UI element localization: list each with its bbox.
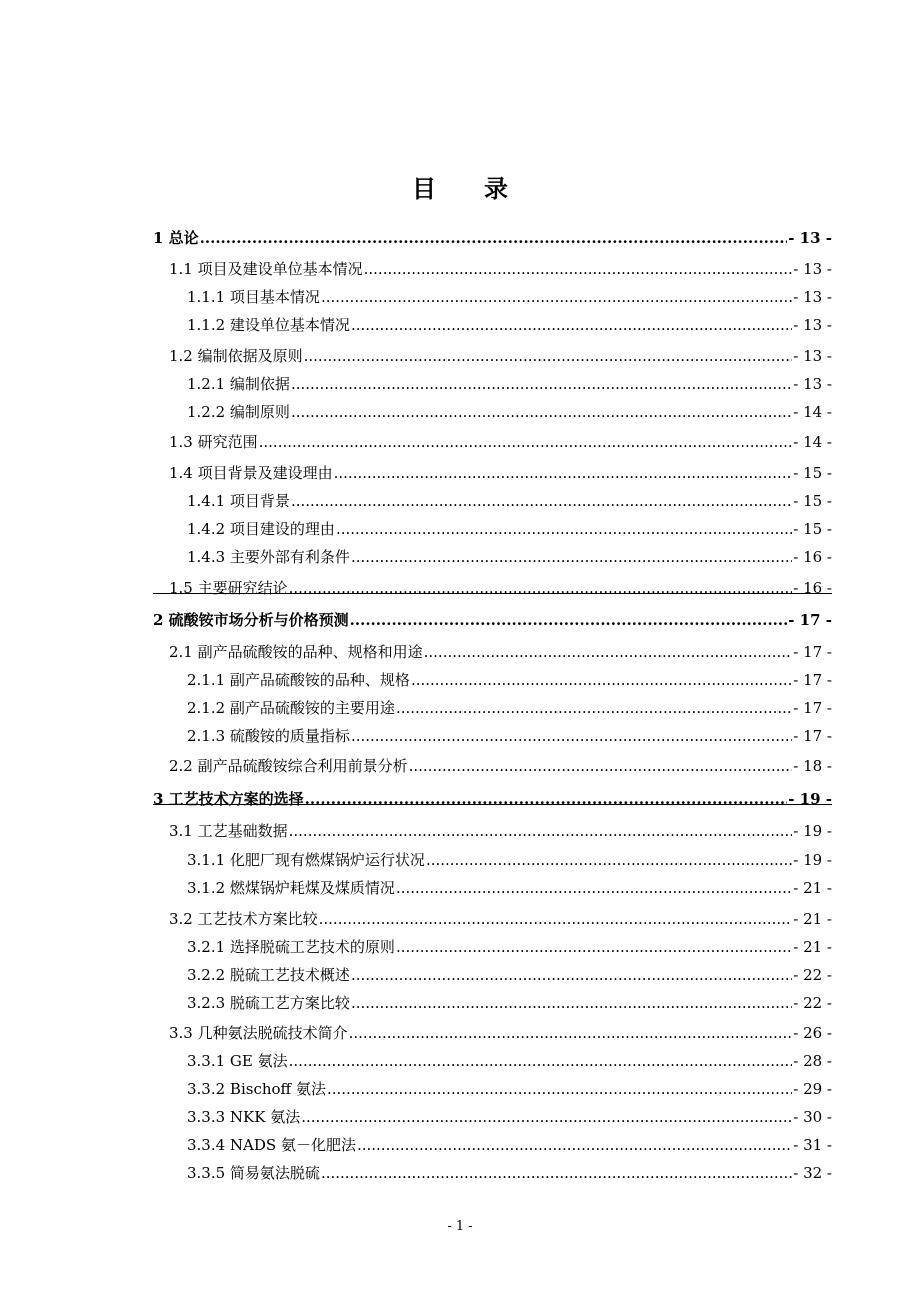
- toc-entry-page: - 19 -: [793, 822, 832, 840]
- toc-dot-leader: [424, 642, 793, 662]
- toc-entry[interactable]: [187, 491, 832, 511]
- toc-entry-label: 3.2.1 选择脱硫工艺技术的原则: [187, 938, 395, 956]
- toc-entry-label: 3.3.1 GE 氨法: [187, 1052, 288, 1070]
- toc-entry-page: - 13 -: [793, 375, 832, 393]
- toc-entry-label: 1.4.2 项目建设的理由: [187, 520, 335, 538]
- toc-entry[interactable]: [169, 432, 832, 452]
- toc-entry-page: - 13 -: [793, 260, 832, 278]
- toc-entry[interactable]: [187, 1135, 832, 1155]
- toc-dot-leader: [291, 491, 792, 511]
- toc-entry-label: 3.3 几种氨法脱硫技术简介: [169, 1024, 348, 1042]
- toc-entry-label: 1.2.2 编制原则: [187, 403, 290, 421]
- toc-entry[interactable]: [187, 670, 832, 690]
- toc-entry[interactable]: [187, 1107, 832, 1127]
- toc-entry-page: - 22 -: [793, 966, 832, 984]
- toc-dot-leader: [336, 519, 792, 539]
- toc-entry[interactable]: [153, 789, 832, 809]
- toc-entry[interactable]: [187, 1051, 832, 1071]
- toc-dot-leader: [396, 937, 792, 957]
- toc-entry-page: - 19 -: [788, 790, 832, 808]
- toc-entry-label: 2.1.1 副产品硫酸铵的品种、规格: [187, 671, 410, 689]
- toc-entry[interactable]: [187, 850, 832, 870]
- toc-dot-leader: [305, 789, 788, 809]
- toc-entry[interactable]: [169, 642, 832, 662]
- toc-entry-page: - 15 -: [793, 520, 832, 538]
- toc-entry-page: - 17 -: [793, 671, 832, 689]
- toc-dot-leader: [411, 670, 792, 690]
- toc-title: [0, 171, 920, 207]
- toc-entry-page: - 32 -: [793, 1164, 832, 1182]
- toc-entry-page: - 13 -: [793, 347, 832, 365]
- toc-title-char-1: 目: [412, 175, 436, 203]
- toc-entry-page: - 16 -: [793, 579, 832, 597]
- toc-entry[interactable]: [169, 463, 832, 483]
- toc-dot-leader: [301, 1107, 792, 1127]
- toc-entry-page: - 17 -: [793, 727, 832, 745]
- toc-dot-leader: [349, 1023, 793, 1043]
- toc-entry-label: 2.1.2 副产品硫酸铵的主要用途: [187, 699, 395, 717]
- toc-dot-leader: [304, 346, 793, 366]
- toc-entry-page: - 17 -: [793, 699, 832, 717]
- toc-entry[interactable]: [169, 909, 832, 929]
- toc-entry[interactable]: [187, 1079, 832, 1099]
- toc-entry[interactable]: [187, 698, 832, 718]
- toc-entry-label: 3.1 工艺基础数据: [169, 822, 288, 840]
- toc-dot-leader: [409, 756, 793, 776]
- toc-entry-page: - 21 -: [793, 938, 832, 956]
- toc-entry-label: 3.3.3 NKK 氨法: [187, 1108, 301, 1126]
- toc-dot-leader: [289, 578, 793, 598]
- toc-entry[interactable]: [169, 821, 832, 841]
- toc-dot-leader: [289, 1051, 793, 1071]
- toc-entry[interactable]: [169, 756, 832, 776]
- toc-entry-label: 3.2.3 脱硫工艺方案比较: [187, 994, 350, 1012]
- toc-entry[interactable]: [169, 259, 832, 279]
- toc-entry[interactable]: [153, 228, 832, 248]
- toc-entry[interactable]: [187, 547, 832, 567]
- toc-entry-page: - 21 -: [793, 910, 832, 928]
- toc-entry-label: 3.3.5 简易氨法脱硫: [187, 1164, 320, 1182]
- toc-entry-label: 2.2 副产品硫酸铵综合利用前景分析: [169, 757, 408, 775]
- toc-dot-leader: [334, 463, 793, 483]
- toc-dot-leader: [289, 821, 793, 841]
- toc-entry-label: 3.1.2 燃煤锅炉耗煤及煤质情况: [187, 879, 395, 897]
- toc-entry-page: - 30 -: [793, 1108, 832, 1126]
- section-divider: [153, 804, 832, 805]
- toc-dot-leader: [351, 315, 792, 335]
- toc-entry-label: 1.3 研究范围: [169, 433, 258, 451]
- toc-entry[interactable]: [187, 287, 832, 307]
- toc-entry-label: 1.4.1 项目背景: [187, 492, 290, 510]
- toc-entry-label: 3.2 工艺技术方案比较: [169, 910, 318, 928]
- toc-dot-leader: [259, 432, 793, 452]
- toc-dot-leader: [351, 726, 792, 746]
- toc-entry[interactable]: [187, 402, 832, 422]
- toc-dot-leader: [291, 402, 792, 422]
- toc-entry-label: 1.4.3 主要外部有利条件: [187, 548, 350, 566]
- toc-entry-label: 3.2.2 脱硫工艺技术概述: [187, 966, 350, 984]
- toc-entry[interactable]: [187, 726, 832, 746]
- toc-dot-leader: [291, 374, 792, 394]
- toc-entry[interactable]: [187, 1163, 832, 1183]
- toc-entry-label: 1.1.2 建设单位基本情况: [187, 316, 350, 334]
- page-number: - 1 -: [447, 1219, 473, 1234]
- toc-entry[interactable]: [169, 578, 832, 598]
- toc-dot-leader: [327, 1079, 792, 1099]
- toc-dot-leader: [351, 993, 792, 1013]
- toc-entry-page: - 17 -: [793, 643, 832, 661]
- toc-entry-label: 3 工艺技术方案的选择: [153, 790, 304, 808]
- toc-entry-page: - 28 -: [793, 1052, 832, 1070]
- toc-entry[interactable]: [187, 937, 832, 957]
- toc-entry-page: - 15 -: [793, 464, 832, 482]
- toc-dot-leader: [351, 965, 792, 985]
- toc-dot-leader: [357, 1135, 792, 1155]
- toc-entry-page: - 18 -: [793, 757, 832, 775]
- toc-entry-page: - 19 -: [793, 851, 832, 869]
- toc-entry-label: 1.4 项目背景及建设理由: [169, 464, 333, 482]
- toc-title-char-2: 录: [484, 175, 508, 203]
- toc-dot-leader: [200, 228, 788, 248]
- toc-dot-leader: [321, 287, 792, 307]
- toc-entry-label: 1.2.1 编制依据: [187, 375, 290, 393]
- toc-entry-page: - 13 -: [793, 288, 832, 306]
- toc-entry-page: - 29 -: [793, 1080, 832, 1098]
- toc-dot-leader: [364, 259, 793, 279]
- toc-entry-label: 2 硫酸铵市场分析与价格预测: [153, 611, 349, 629]
- toc-entry[interactable]: [169, 1023, 832, 1043]
- toc-dot-leader: [426, 850, 792, 870]
- toc-entry-label: 2.1.3 硫酸铵的质量指标: [187, 727, 350, 745]
- toc-entry-label: 1.1.1 项目基本情况: [187, 288, 320, 306]
- toc-entry-page: - 13 -: [793, 316, 832, 334]
- toc-entry-page: - 14 -: [793, 433, 832, 451]
- toc-entry-label: 1.2 编制依据及原则: [169, 347, 303, 365]
- toc-entry-label: 1.5 主要研究结论: [169, 579, 288, 597]
- toc-dot-leader: [351, 547, 792, 567]
- toc-entry[interactable]: [187, 519, 832, 539]
- toc-entry-page: - 13 -: [788, 229, 832, 247]
- toc-entry[interactable]: [187, 878, 832, 898]
- toc-entry[interactable]: [153, 610, 832, 630]
- toc-entry-page: - 21 -: [793, 879, 832, 897]
- toc-dot-leader: [396, 698, 792, 718]
- toc-entry[interactable]: [187, 993, 832, 1013]
- toc-dot-leader: [319, 909, 793, 929]
- toc-entry-page: - 26 -: [793, 1024, 832, 1042]
- toc-entry-page: - 22 -: [793, 994, 832, 1012]
- toc-entry-label: 1.1 项目及建设单位基本情况: [169, 260, 363, 278]
- toc-entry-label: 3.1.1 化肥厂现有燃煤锅炉运行状况: [187, 851, 425, 869]
- toc-entry-page: - 31 -: [793, 1136, 832, 1154]
- toc-entry-page: - 16 -: [793, 548, 832, 566]
- toc-entry-label: 1 总论: [153, 229, 199, 247]
- toc-entry[interactable]: [187, 374, 832, 394]
- toc-dot-leader: [350, 610, 788, 630]
- toc-dot-leader: [321, 1163, 792, 1183]
- toc-entry-label: 2.1 副产品硫酸铵的品种、规格和用途: [169, 643, 423, 661]
- toc-entry-page: - 15 -: [793, 492, 832, 510]
- toc-entry-label: 3.3.2 Bischoff 氨法: [187, 1080, 326, 1098]
- toc-entry[interactable]: [187, 965, 832, 985]
- toc-entry-label: 3.3.4 NADS 氨－化肥法: [187, 1136, 356, 1154]
- toc-entry[interactable]: [187, 315, 832, 335]
- toc-dot-leader: [396, 878, 792, 898]
- section-divider: [153, 593, 832, 594]
- toc-entry-page: - 14 -: [793, 403, 832, 421]
- toc-entry-page: - 17 -: [788, 611, 832, 629]
- toc-entry[interactable]: [169, 346, 832, 366]
